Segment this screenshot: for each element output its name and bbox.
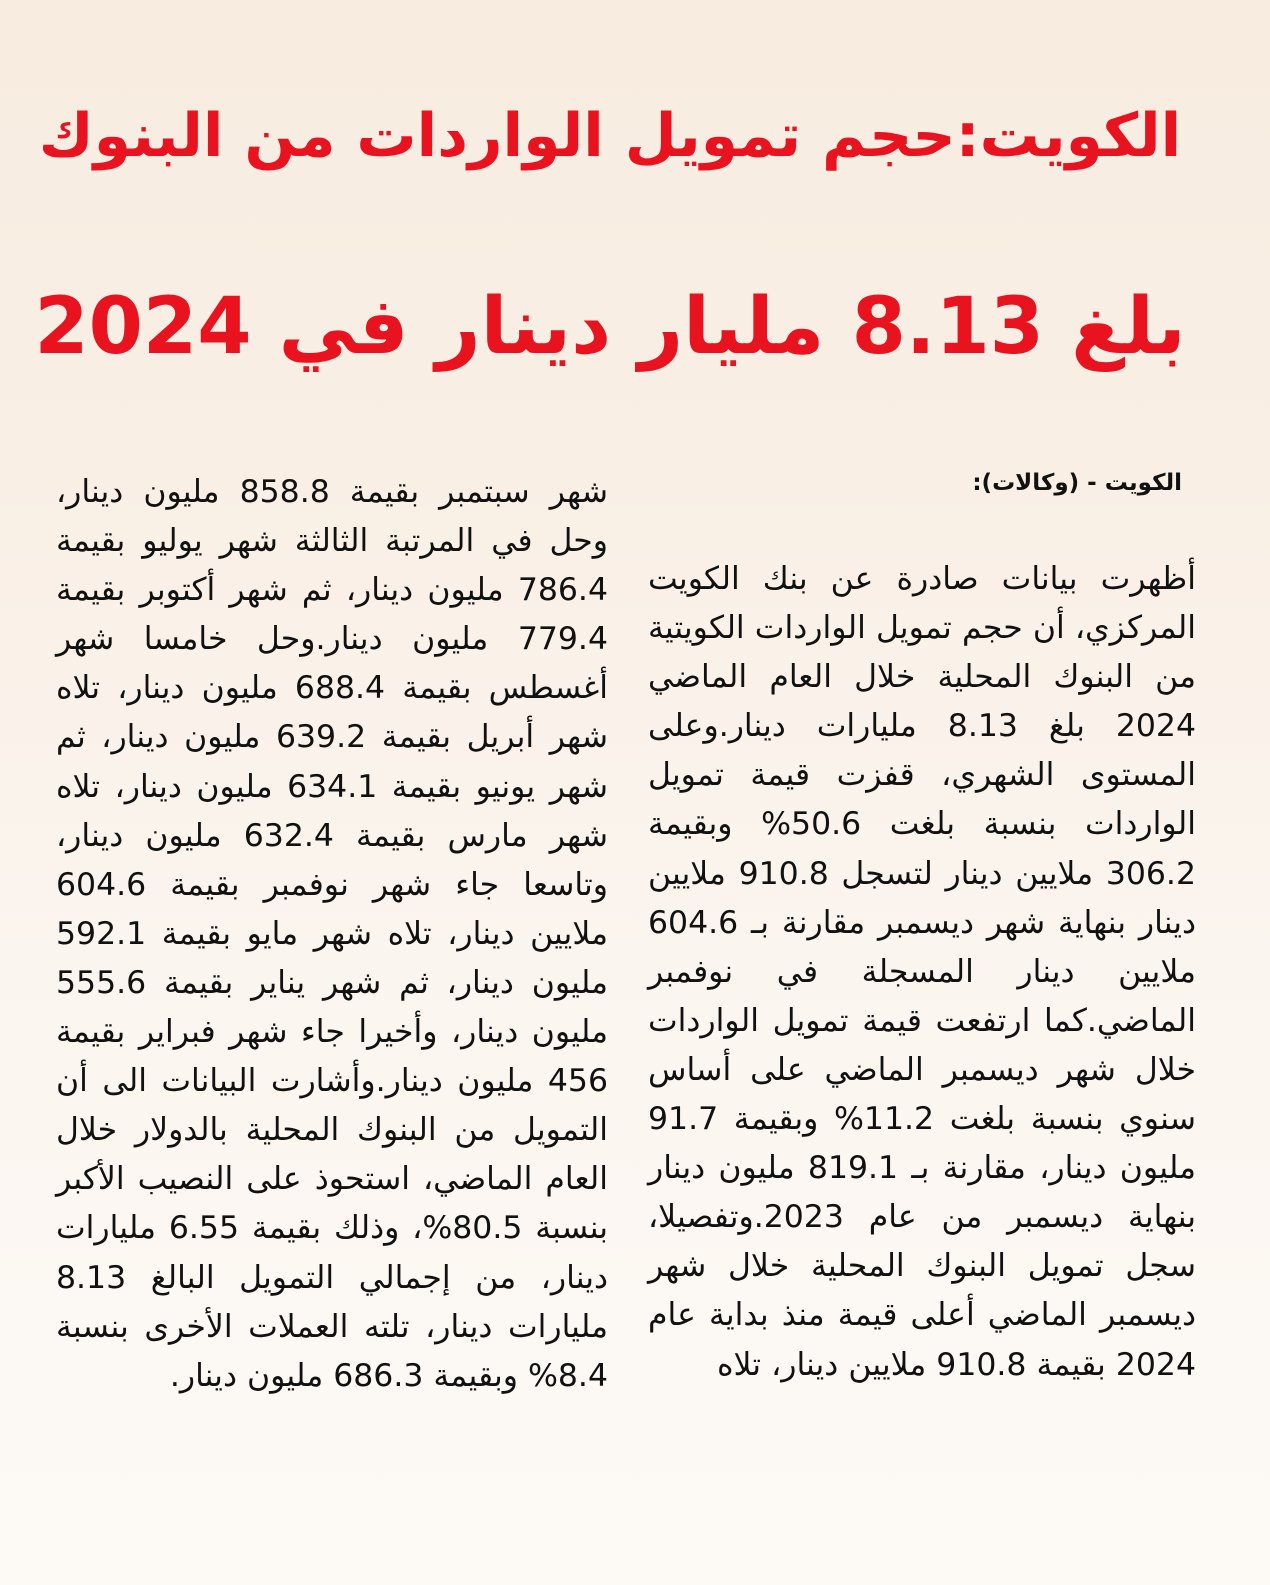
headline-line-1: الكويت:حجم تمويل الواردات من البنوك: [38, 101, 1182, 172]
dateline: الكويت - (وكالات):: [972, 470, 1182, 496]
article-body-right-column: أظهرت بيانات صادرة عن بنك الكويت المركزي، أن حجم تمويل الواردات الكويتية من البنوك المحلية خلال العام الماضي 2024 بلغ 8.13 مليارات دينار.وعلى المستوى الشهري، قفزت قيمة تمويل الواردات بنسبة بلغت 50.6% وبقيمة 306.2 ملايين دينار لتسجل 910.8 ملايين دينار بنهاية شهر ديسمبر مقارنة بـ 604.6 ملايين دينار المسجلة في نوفمبر الماضي.كما ارتفعت قيمة تمويل الواردات خلال شهر ديسمبر الماضي على أساس سنوي بنسبة بلغت 11.2% وبقيمة 91.7 مليون دينار، مقارنة بـ 819.1 مليون دينار بنهاية ديسمبر من عام 2023.وتفصيلا، سجل تمويل البنوك المحلية خلال شهر ديسمبر الماضي أعلى قيمة منذ بداية عام 2024 بقيمة 910.8 ملايين دينار، تلاه: [648, 561, 1196, 1383]
headline-line-2: بلغ 8.13 مليار دينار في 2024: [34, 282, 1186, 373]
article-body-left-column: شهر سبتمبر بقيمة 858.8 مليون دينار، وحل في المرتبة الثالثة شهر يوليو بقيمة 786.4 مليون دينار، ثم شهر أكتوبر بقيمة 779.4 مليون دينار.وحل خامسا شهر أغسطس بقيمة 688.4 مليون دينار، تلاه شهر أبريل بقيمة 639.2 مليون دينار، ثم شهر يونيو بقيمة 634.1 مليون دينار، تلاه شهر مارس بقيمة 632.4 مليون دينار، وتاسعا جاء شهر نوفمبر بقيمة 604.6 ملايين دينار، تلاه شهر مايو بقيمة 592.1 مليون دينار، ثم شهر يناير بقيمة 555.6 مليون دينار، وأخيرا جاء شهر فبراير بقيمة 456 مليون دينار.وأشارت البيانات الى أن التمويل من البنوك المحلية بالدولار خلال العام الماضي، استحوذ على النصيب الأكبر بنسبة 80.5%، وذلك بقيمة 6.55 مليارات دينار، من إجمالي التمويل البالغ 8.13 مليارات دينار، تلته العملات الأخرى بنسبة 8.4% وبقيمة 686.3 مليون دينار.: [56, 474, 609, 1394]
